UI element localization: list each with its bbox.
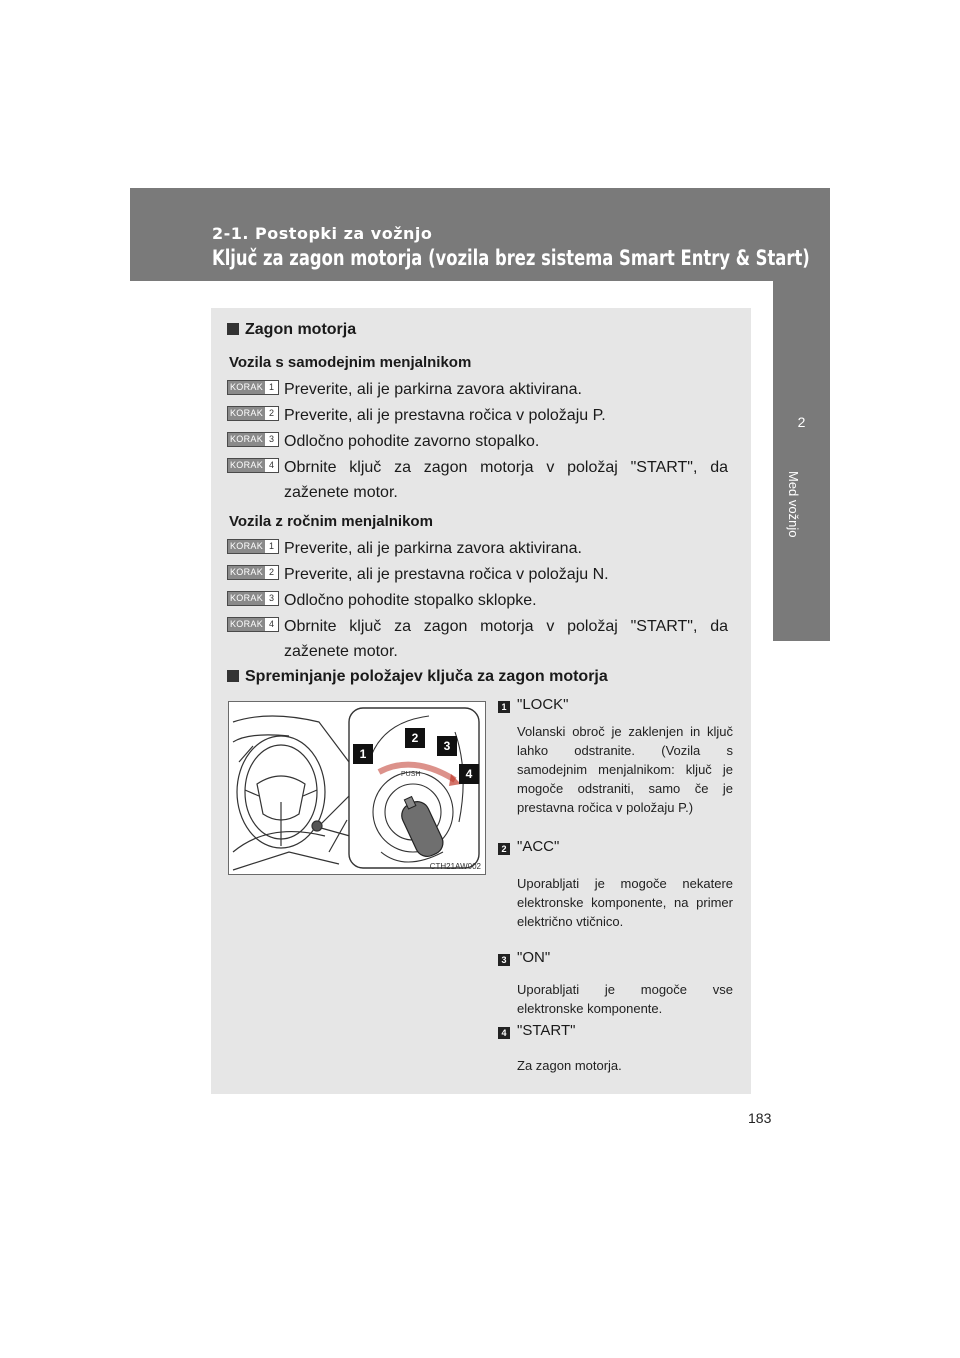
auto-step — [227, 403, 728, 428]
step-badge: KORAK 4 — [227, 617, 279, 632]
auto-step — [227, 455, 728, 505]
position-number: 3 — [498, 954, 510, 966]
position-description: Uporabljati je mogoče vse elektronske komponente. — [517, 982, 733, 1016]
heading-engine-start: Zagon motorja — [227, 321, 356, 339]
chapter-number: 2 — [797, 414, 806, 430]
figure-callout: 4 — [459, 764, 479, 784]
figure-caption: CTH21AW002 — [429, 862, 481, 871]
content-panel — [211, 308, 751, 1094]
figure-callout: 1 — [353, 744, 373, 764]
square-bullet-icon — [227, 670, 239, 682]
step-text: Preverite, ali je prestavna ročica v položaju P. — [284, 407, 606, 424]
position-title: "LOCK" — [517, 696, 569, 713]
figure-callout: 2 — [405, 728, 425, 748]
position-number: 4 — [498, 1027, 510, 1039]
step-text: Preverite, ali je prestavna ročica v položaju N. — [284, 566, 609, 583]
square-bullet-icon — [227, 323, 239, 335]
auto-step — [227, 429, 728, 454]
step-text: Preverite, ali je parkirna zavora aktivirana. — [284, 381, 582, 398]
figure-callout: 3 — [437, 736, 457, 756]
step-badge: KORAK 1 — [227, 380, 279, 395]
step-badge: KORAK 2 — [227, 565, 279, 580]
manual-heading: Vozila z ročnim menjalnikom — [229, 513, 433, 530]
step-text: Preverite, ali je parkirna zavora aktivirana. — [284, 540, 582, 557]
heading-key-positions: Spreminjanje položajev ključa za zagon motorja — [227, 668, 608, 686]
step-badge: KORAK 1 — [227, 539, 279, 554]
position-description: Za zagon motorja. — [517, 1058, 622, 1073]
step-badge: KORAK 3 — [227, 591, 279, 606]
position-number: 2 — [498, 843, 510, 855]
step-text: Obrnite ključ za zagon motorja v položaj "START", da zaženete motor. — [284, 618, 728, 660]
ignition-illustration — [228, 701, 486, 875]
chapter-label: Med vožnjo — [786, 471, 801, 538]
automatic-heading: Vozila s samodejnim menjalnikom — [229, 354, 472, 371]
manual-step — [227, 588, 728, 613]
push-label: PUSH — [401, 771, 421, 778]
page-number: 183 — [748, 1110, 772, 1126]
auto-step — [227, 377, 728, 402]
step-badge: KORAK 3 — [227, 432, 279, 447]
manual-step — [227, 562, 728, 587]
step-text: Odločno pohodite stopalko sklopke. — [284, 592, 537, 609]
position-title: "ACC" — [517, 838, 560, 855]
position-number: 1 — [498, 701, 510, 713]
position-description: Uporabljati je mogoče nekatere elektronske komponente, na primer električno vtičnico. — [517, 876, 733, 929]
position-description: Volanski obroč je zaklenjen in ključ lahko odstranite. (Vozila s samodejnim menjalnikom: ključ je mogoče odstraniti, samo če je prestavna ročica v položaju P.) — [517, 724, 733, 815]
ignition-drawing — [229, 702, 485, 874]
position-title: "START" — [517, 1022, 576, 1039]
step-text: Obrnite ključ za zagon motorja v položaj "START", da zaženete motor. — [284, 459, 728, 501]
chapter-header — [130, 188, 830, 281]
step-badge: KORAK 4 — [227, 458, 279, 473]
manual-step — [227, 614, 728, 664]
chapter-side-tab — [773, 281, 830, 641]
manual-step — [227, 536, 728, 561]
section-label: 2-1. Postopki za vožnjo — [212, 224, 433, 243]
page-title: Ključ za zagon motorja (vozila brez sistema Smart Entry & Start) — [212, 246, 810, 270]
step-text: Odločno pohodite zavorno stopalko. — [284, 433, 540, 450]
position-title: "ON" — [517, 949, 551, 966]
step-badge: KORAK 2 — [227, 406, 279, 421]
